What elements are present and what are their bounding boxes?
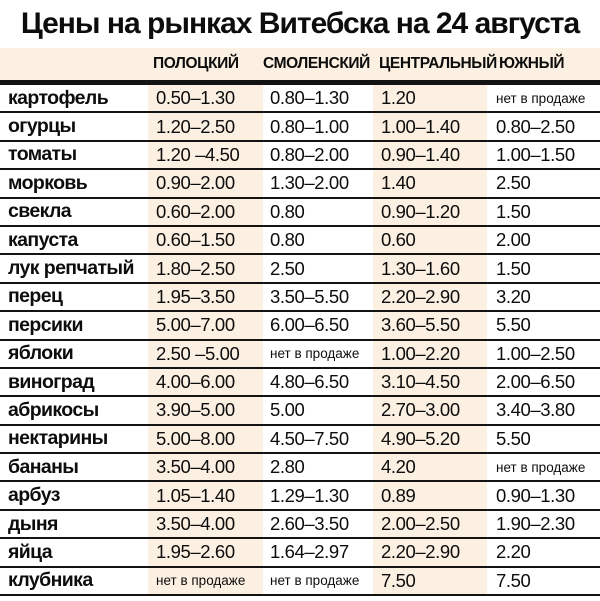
price-cell: 4.50–7.50 <box>270 427 349 449</box>
table-row <box>0 454 600 482</box>
price-cell: 1.50 <box>496 257 531 279</box>
price-cell: 1.95–3.50 <box>148 284 263 310</box>
table-row <box>0 312 600 340</box>
price-cell: 1.00–2.20 <box>373 341 487 367</box>
product-label: дыня <box>8 512 58 535</box>
table-body <box>0 85 600 596</box>
price-cell: 1.05–1.40 <box>148 482 263 508</box>
price-cell: 5.00 <box>270 399 305 421</box>
column-header-polotsky: ПОЛОЦКИЙ <box>153 55 239 72</box>
price-cell: 3.50–5.50 <box>270 285 349 307</box>
table-row <box>0 85 600 113</box>
price-cell: 0.60 <box>373 227 487 253</box>
price-cell: 4.90–5.20 <box>373 426 487 452</box>
price-cell: 0.90–1.40 <box>373 142 487 168</box>
price-cell: 1.00–1.50 <box>496 143 575 165</box>
price-cell: 2.50 –5.00 <box>148 341 263 367</box>
product-label: свекла <box>8 200 72 223</box>
price-cell: 2.20–2.90 <box>373 539 487 565</box>
price-cell: 0.90–1.20 <box>373 199 487 225</box>
product-label: яблоки <box>8 342 74 365</box>
table-row <box>0 341 600 369</box>
price-cell: 1.80–2.50 <box>148 255 263 281</box>
price-cell: 0.80–2.00 <box>270 143 349 165</box>
price-cell: 2.20–2.90 <box>373 284 487 310</box>
table-row <box>0 170 600 198</box>
price-cell: 3.10–4.50 <box>373 369 487 395</box>
price-cell: 4.20 <box>373 454 487 480</box>
price-cell: 2.00–6.50 <box>496 371 575 393</box>
column-header-smolensky: СМОЛЕНСКИЙ <box>263 55 370 72</box>
price-cell: 7.50 <box>496 569 531 591</box>
price-cell: 0.80–2.50 <box>496 115 575 137</box>
product-label: огурцы <box>8 115 76 138</box>
price-cell: 6.00–6.50 <box>270 314 349 336</box>
price-cell: 5.00–7.00 <box>148 312 263 338</box>
price-cell: 2.80 <box>270 456 305 478</box>
price-cell: 1.20–2.50 <box>148 113 263 139</box>
product-label: лук репчатый <box>8 257 134 280</box>
price-cell: 1.00–2.50 <box>496 342 575 364</box>
page-title: Цены на рынках Витебска на 24 августа <box>20 7 580 40</box>
price-cell: нет в продаже <box>496 90 586 106</box>
price-cell: 0.89 <box>373 482 487 508</box>
product-label: морковь <box>8 171 88 194</box>
price-cell: 5.50 <box>496 427 531 449</box>
product-label: перец <box>8 285 63 308</box>
price-cell: 0.60–2.00 <box>148 199 263 225</box>
price-cell: 1.40 <box>373 170 487 196</box>
price-cell: 1.20 –4.50 <box>148 142 263 168</box>
price-cell: 1.30–1.60 <box>373 255 487 281</box>
table-row <box>0 227 600 255</box>
price-cell: 0.80 <box>270 200 305 222</box>
price-cell: 1.64–2.97 <box>270 541 349 563</box>
price-cell: 2.50 <box>496 172 531 194</box>
table-row <box>0 568 600 596</box>
price-cell: 1.95–2.60 <box>148 539 263 565</box>
table-row <box>0 426 600 454</box>
price-cell: 5.00–8.00 <box>148 426 263 452</box>
price-cell: 0.90–1.30 <box>496 484 575 506</box>
price-cell: нет в продаже <box>496 459 586 475</box>
price-cell: 3.50–4.00 <box>148 511 263 537</box>
column-header-tsentralny: ЦЕНТРАЛЬНЫЙ <box>379 55 497 72</box>
table-row <box>0 369 600 397</box>
price-cell: нет в продаже <box>148 568 263 594</box>
table-row <box>0 539 600 567</box>
product-label: клубника <box>8 569 93 592</box>
product-label: картофель <box>8 86 109 109</box>
price-cell: 4.00–6.00 <box>148 369 263 395</box>
price-cell: 1.90–2.30 <box>496 513 575 535</box>
price-cell: 2.60–3.50 <box>270 513 349 535</box>
price-cell: 0.80–1.30 <box>270 87 349 109</box>
price-cell: 1.50 <box>496 200 531 222</box>
price-cell: 1.20 <box>373 85 487 111</box>
table-row <box>0 284 600 312</box>
price-cell: 1.29–1.30 <box>270 484 349 506</box>
price-cell: 7.50 <box>373 568 487 594</box>
price-cell: 3.50–4.00 <box>148 454 263 480</box>
product-label: арбуз <box>8 484 60 507</box>
product-label: нектарины <box>8 427 108 450</box>
price-cell: 3.60–5.50 <box>373 312 487 338</box>
price-cell: 2.70–3.00 <box>373 397 487 423</box>
price-cell: 2.50 <box>270 257 305 279</box>
product-label: томаты <box>8 143 77 166</box>
table-row <box>0 113 600 141</box>
product-label: виноград <box>8 370 95 393</box>
price-cell: 0.90–2.00 <box>148 170 263 196</box>
price-cell: 3.20 <box>496 285 531 307</box>
column-header-yuzhny: ЮЖНЫЙ <box>499 55 565 72</box>
table-row <box>0 482 600 510</box>
table-row <box>0 255 600 283</box>
price-cell: 0.80 <box>270 229 305 251</box>
table-row <box>0 511 600 539</box>
price-cell: 4.80–6.50 <box>270 371 349 393</box>
price-cell: нет в продаже <box>270 573 360 589</box>
price-cell: 3.90–5.00 <box>148 397 263 423</box>
price-cell: 0.50–1.30 <box>148 85 263 111</box>
price-cell: 2.00–2.50 <box>373 511 487 537</box>
product-label: абрикосы <box>8 398 99 421</box>
price-cell: 1.00–1.40 <box>373 113 487 139</box>
price-cell: 2.00 <box>496 229 531 251</box>
product-label: капуста <box>8 228 78 251</box>
price-cell: 5.50 <box>496 314 531 336</box>
price-cell: нет в продаже <box>270 346 360 362</box>
price-cell: 3.40–3.80 <box>496 399 575 421</box>
price-cell: 0.80–1.00 <box>270 115 349 137</box>
table-row <box>0 397 600 425</box>
table-row <box>0 199 600 227</box>
product-label: яйца <box>8 540 53 563</box>
table-header-row <box>0 48 600 85</box>
table-row <box>0 142 600 170</box>
price-cell: 2.20 <box>496 541 531 563</box>
product-label: персики <box>8 313 83 336</box>
price-cell: 1.30–2.00 <box>270 172 349 194</box>
price-cell: 0.60–1.50 <box>148 227 263 253</box>
product-label: бананы <box>8 455 79 478</box>
